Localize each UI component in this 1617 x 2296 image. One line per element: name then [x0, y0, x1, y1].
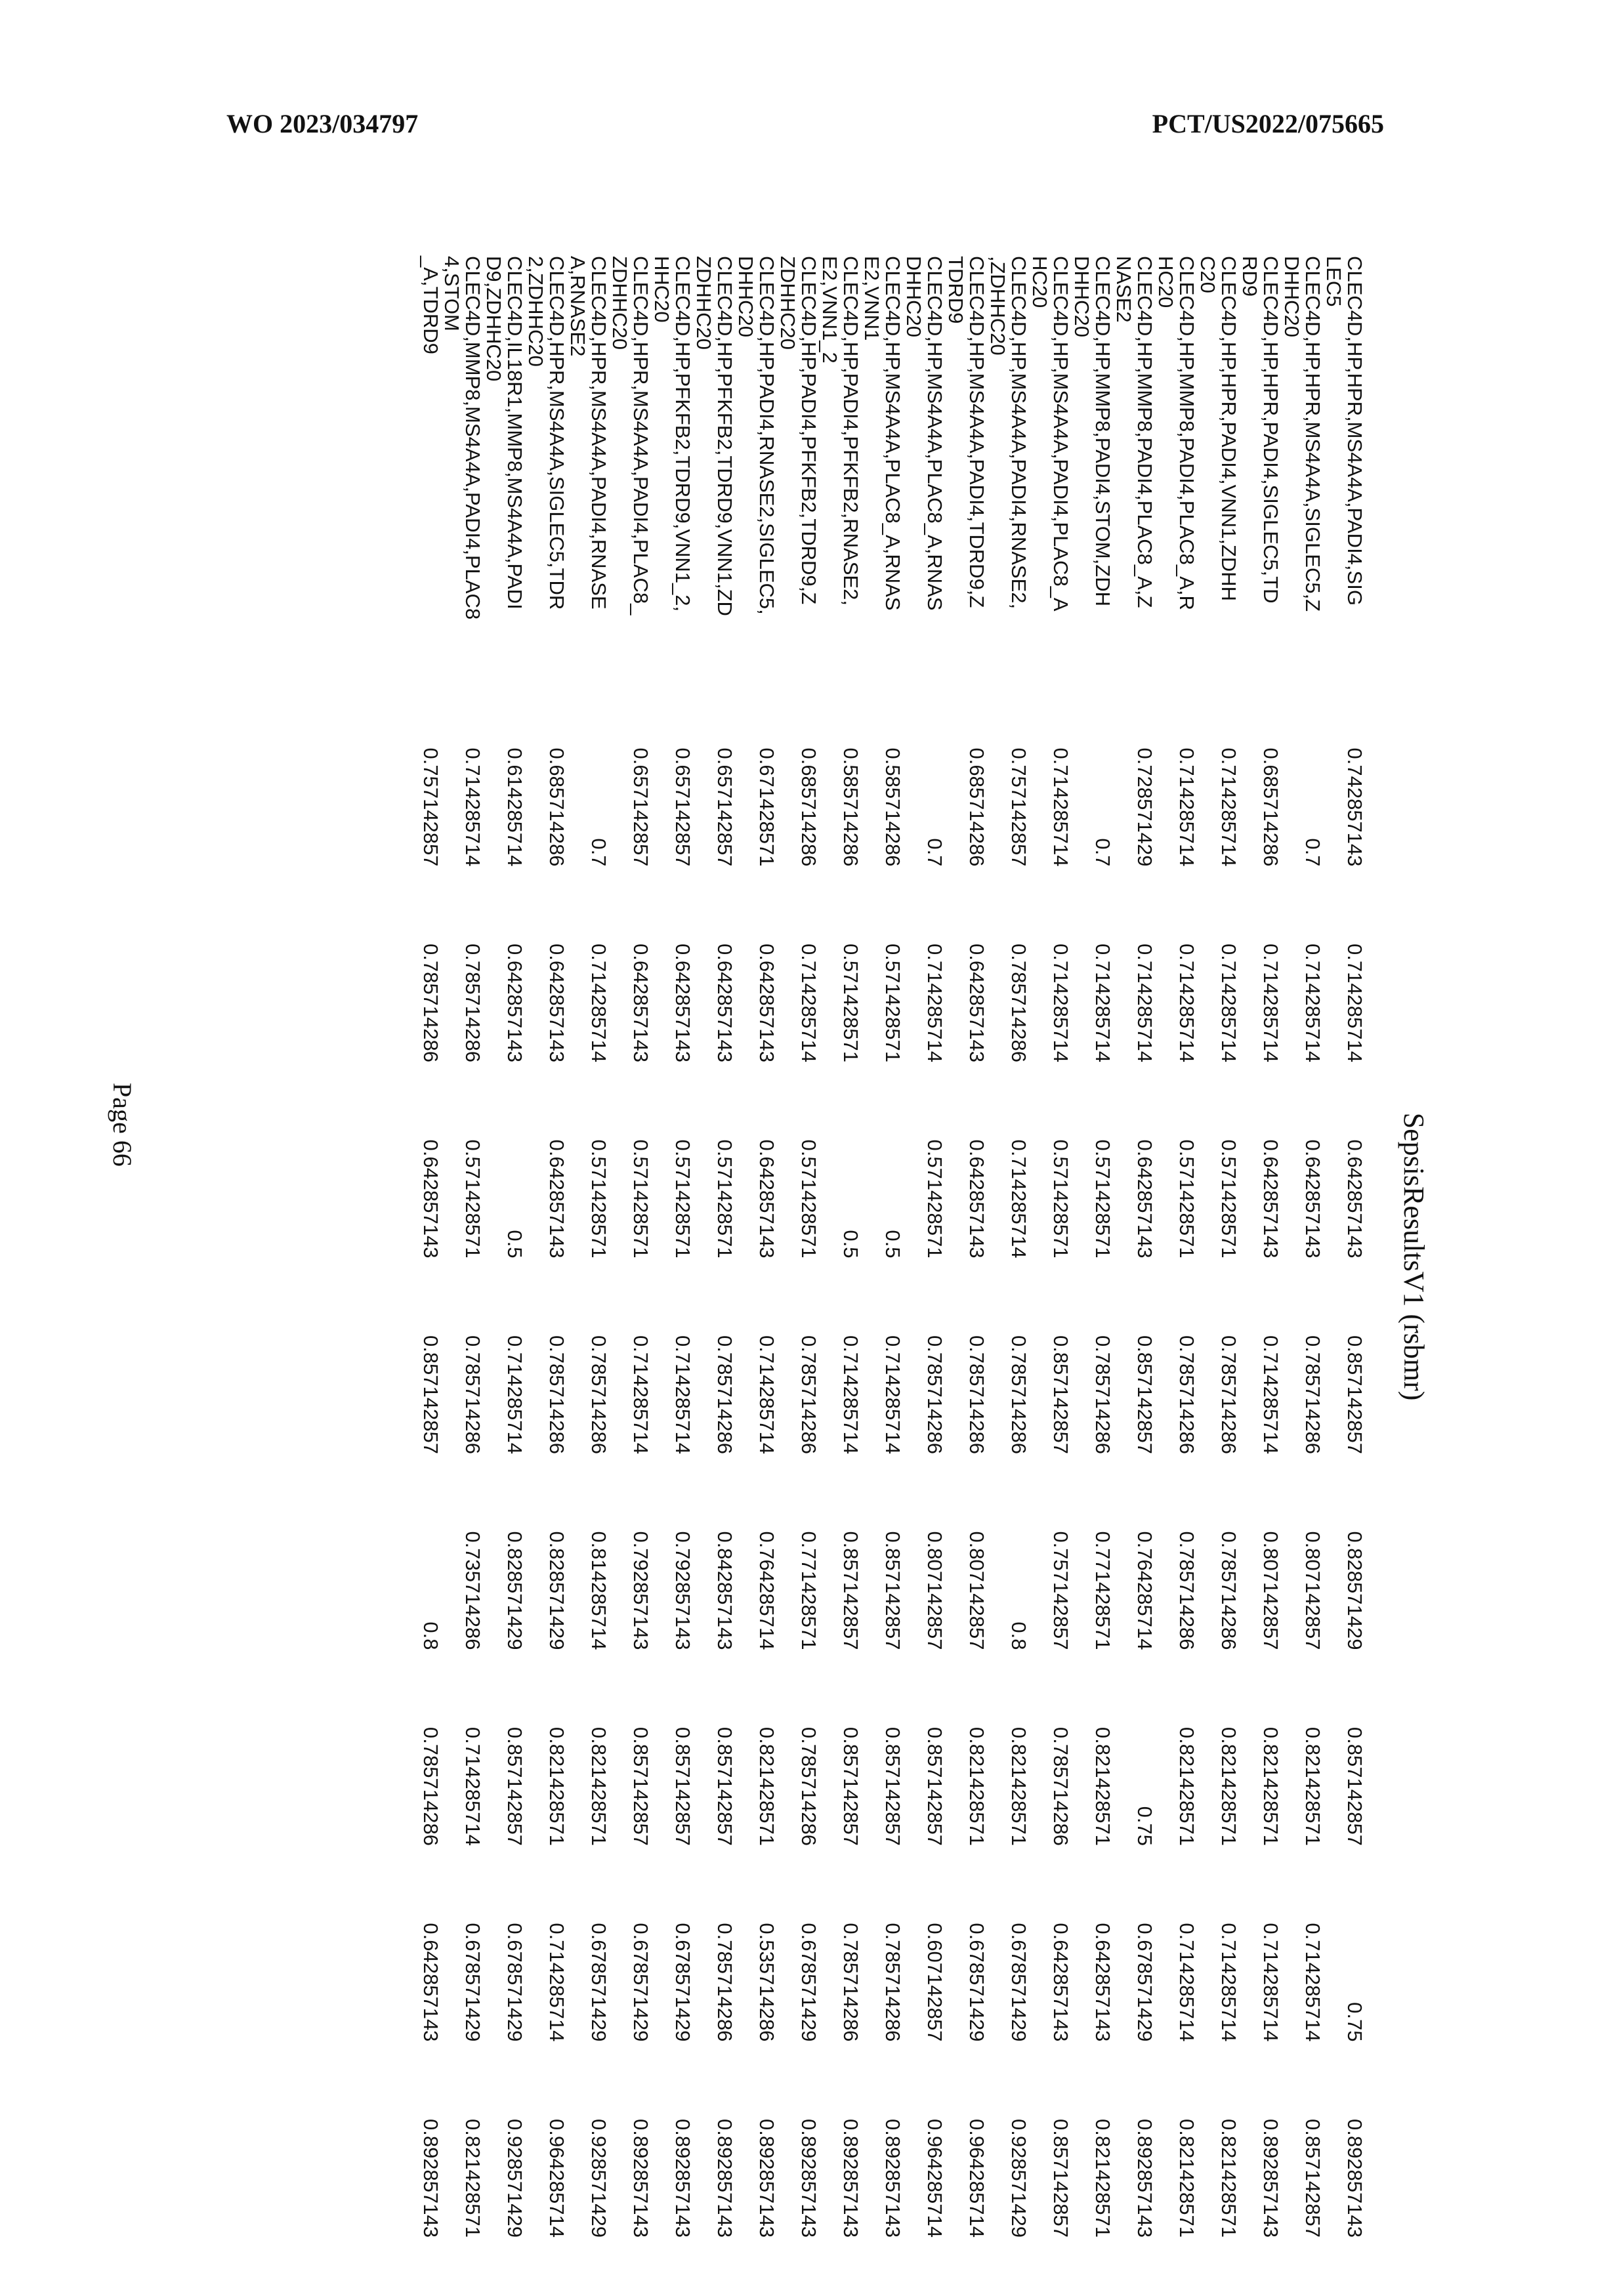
metric-value: 0.857142857 [839, 1531, 862, 1650]
metric-value: 0.821428571 [1259, 1726, 1282, 1846]
metric-value: 0.642857143 [1343, 1139, 1366, 1259]
metric-value: 0.785714286 [1301, 1335, 1324, 1454]
page-number: Page 66 [108, 1083, 137, 1167]
metric-value: 0.685714286 [797, 747, 820, 867]
metric-value: 0.642857143 [671, 943, 694, 1063]
table-row [903, 249, 945, 2264]
metric-value: 0.714285714 [1049, 943, 1072, 1063]
metric-value: 0.714285714 [587, 943, 610, 1063]
metric-value: 0.714285714 [1217, 943, 1240, 1063]
table-row [861, 249, 903, 2264]
metric-value: 0.785714286 [1091, 1335, 1114, 1454]
table-row [819, 249, 861, 2264]
metric-value: 0.757142857 [1007, 747, 1030, 867]
metric-value: 0.892857143 [839, 2118, 862, 2238]
gene-combination: _A,TDRD9 [419, 256, 442, 354]
metric-value: 0.714285714 [461, 747, 484, 867]
metric-value: 0.671428571 [755, 747, 778, 867]
metric-value: 0.785714286 [587, 1335, 610, 1454]
metric-value: 0.964285714 [545, 2118, 568, 2238]
metric-value: 0.785714286 [1175, 1531, 1198, 1650]
metric-value: 0.7 [1301, 838, 1324, 867]
metric-value: 0.571428571 [1049, 1139, 1072, 1259]
metric-value: 0.8 [1007, 1621, 1030, 1650]
table-row [777, 249, 819, 2264]
metric-value: 0.821428571 [587, 1726, 610, 1846]
metric-value: 0.714285714 [923, 943, 946, 1063]
metric-value: 0.785714286 [1007, 1335, 1030, 1454]
metric-value: 0.642857143 [1301, 1139, 1324, 1259]
metric-value: 0.571428571 [923, 1139, 946, 1259]
metric-value: 0.642857143 [1133, 1139, 1156, 1259]
metric-value: 0.714285714 [1259, 1335, 1282, 1454]
metric-value: 0.857142857 [881, 1531, 904, 1650]
metric-value: 0.657142857 [713, 747, 736, 867]
metric-value: 0.857142857 [671, 1726, 694, 1846]
metric-value: 0.714285714 [1091, 943, 1114, 1063]
metric-value: 0.892857143 [881, 2118, 904, 2238]
metric-value: 0.807142857 [1301, 1531, 1324, 1650]
metric-value: 0.8 [419, 1621, 442, 1650]
metric-value: 0.785714286 [881, 1923, 904, 2042]
metric-value: 0.928571429 [1007, 2118, 1030, 2238]
metric-value: 0.642857143 [1091, 1923, 1114, 2042]
table-row [1281, 249, 1323, 2264]
metric-value: 0.757142857 [1049, 1531, 1072, 1650]
metric-value: 0.714285714 [1217, 1923, 1240, 2042]
metric-value: 0.857142857 [1049, 2118, 1072, 2238]
metric-value: 0.892857143 [755, 2118, 778, 2238]
table-row [525, 249, 567, 2264]
metric-value: 0.642857143 [713, 943, 736, 1063]
metric-value: 0.821428571 [755, 1726, 778, 1846]
metric-value: 0.642857143 [503, 943, 526, 1063]
metric-value: 0.785714286 [965, 1335, 988, 1454]
metric-value: 0.678571429 [797, 1923, 820, 2042]
metric-value: 0.571428571 [629, 1139, 652, 1259]
metric-value: 0.857142857 [419, 1335, 442, 1454]
metric-value: 0.821428571 [1301, 1726, 1324, 1846]
metric-value: 0.892857143 [1133, 2118, 1156, 2238]
metric-value: 0.821428571 [1175, 1726, 1198, 1846]
metric-value: 0.892857143 [419, 2118, 442, 2238]
metric-value: 0.714285714 [1175, 1923, 1198, 2042]
metric-value: 0.964285714 [923, 2118, 946, 2238]
metric-value: 0.5 [839, 1230, 862, 1259]
gene-combination: CLEC4D,HP,MS4A4A,PADI4,TDRD9,Z TDRD9 [944, 256, 988, 608]
metric-value: 0.821428571 [545, 1726, 568, 1846]
metric-value: 0.807142857 [965, 1531, 988, 1650]
metric-value: 0.678571429 [587, 1923, 610, 2042]
gene-combination: CLEC4D,HPR,MS4A4A,SIGLEC5,TDR 2,ZDHHC20 [524, 256, 568, 610]
metric-value: 0.807142857 [923, 1531, 946, 1650]
metric-value: 0.714285714 [881, 1335, 904, 1454]
metric-value: 0.585714286 [839, 747, 862, 867]
metric-value: 0.75 [1133, 1806, 1156, 1846]
metric-value: 0.821428571 [1007, 1726, 1030, 1846]
gene-combination: CLEC4D,HPR,MS4A4A,PADI4,PLAC8_ ZDHHC20 [608, 256, 652, 616]
gene-combination: CLEC4D,HP,MMP8,PADI4,PLAC8_A,R HC20 [1154, 256, 1198, 610]
gene-combination: CLEC4D,HP,PADI4,RNASE2,SIGLEC5, DHHC20 [734, 256, 778, 615]
metric-value: 0.678571429 [671, 1923, 694, 2042]
gene-combination: CLEC4D,HP,PFKFB2,TDRD9,VNN1_2, HHC20 [650, 256, 694, 612]
metric-value: 0.857142857 [1343, 1335, 1366, 1454]
metric-value: 0.857142857 [923, 1726, 946, 1846]
metric-value: 0.714285714 [1175, 747, 1198, 867]
metric-value: 0.571428571 [461, 1139, 484, 1259]
metric-value: 0.785714286 [923, 1335, 946, 1454]
metric-value: 0.571428571 [797, 1139, 820, 1259]
metric-value: 0.892857143 [629, 2118, 652, 2238]
table-row [1197, 249, 1239, 2264]
metric-value: 0.714285714 [1007, 1139, 1030, 1259]
metric-value: 0.571428571 [587, 1139, 610, 1259]
table-row [567, 249, 609, 2264]
metric-value: 0.685714286 [965, 747, 988, 867]
metric-value: 0.857142857 [1301, 2118, 1324, 2238]
metric-value: 0.785714286 [1217, 1531, 1240, 1650]
metric-value: 0.571428571 [1091, 1139, 1114, 1259]
publication-number: WO 2023/034797 [226, 109, 419, 138]
metric-value: 0.821428571 [965, 1726, 988, 1846]
table-row [945, 249, 987, 2264]
gene-combination: CLEC4D,HP,HPR,PADI4,SIGLEC5,TD RD9 [1238, 256, 1282, 604]
metric-value: 0.685714286 [545, 747, 568, 867]
metric-value: 0.75 [1343, 2002, 1366, 2042]
metric-value: 0.678571429 [503, 1923, 526, 2042]
metric-value: 0.821428571 [461, 2118, 484, 2238]
table-row [1239, 249, 1281, 2264]
metric-value: 0.678571429 [1133, 1923, 1156, 2042]
metric-value: 0.714285714 [461, 1726, 484, 1846]
application-number: PCT/US2022/075665 [1152, 109, 1384, 138]
metric-value: 0.642857143 [965, 943, 988, 1063]
gene-combination: CLEC4D,HP,HPR,PADI4,VNN1,ZDHH C20 [1196, 256, 1240, 601]
metric-value: 0.828571429 [1343, 1531, 1366, 1650]
metric-value: 0.535714286 [755, 1923, 778, 2042]
metric-value: 0.7 [1091, 838, 1114, 867]
metric-value: 0.857142857 [713, 1726, 736, 1846]
metric-value: 0.571428571 [839, 943, 862, 1063]
metric-value: 0.821428571 [1091, 1726, 1114, 1846]
metric-value: 0.928571429 [503, 2118, 526, 2238]
metric-value: 0.714285714 [629, 1335, 652, 1454]
metric-value: 0.764285714 [1133, 1531, 1156, 1650]
gene-combination: CLEC4D,MMP8,MS4A4A,PADI4,PLAC8 4,STOM [440, 256, 484, 620]
metric-value: 0.928571429 [587, 2118, 610, 2238]
table-row [735, 249, 777, 2264]
metric-value: 0.5 [503, 1230, 526, 1259]
gene-combination: CLEC4D,HP,MMP8,PADI4,STOM,ZDH DHHC20 [1070, 256, 1114, 607]
gene-combination: CLEC4D,HP,MS4A4A,PADI4,RNASE2, ,ZDHHC20 [986, 256, 1030, 610]
metric-value: 0.735714286 [461, 1531, 484, 1650]
metric-value: 0.807142857 [1259, 1531, 1282, 1650]
table-row [483, 249, 525, 2264]
metric-value: 0.892857143 [1259, 2118, 1282, 2238]
metric-value: 0.785714286 [1007, 943, 1030, 1063]
table-row [1155, 249, 1197, 2264]
metric-value: 0.814285714 [587, 1531, 610, 1650]
metric-value: 0.642857143 [545, 1139, 568, 1259]
metric-value: 0.642857143 [1259, 1139, 1282, 1259]
table-row [1323, 249, 1365, 2264]
metric-value: 0.892857143 [671, 2118, 694, 2238]
metric-value: 0.821428571 [1091, 2118, 1114, 2238]
metric-value: 0.642857143 [965, 1139, 988, 1259]
table-row [987, 249, 1029, 2264]
metric-value: 0.642857143 [1049, 1923, 1072, 2042]
metric-value: 0.785714286 [461, 1335, 484, 1454]
metric-value: 0.714285714 [1343, 943, 1366, 1063]
rotated-table-container [210, 249, 1430, 2264]
table-row [651, 249, 693, 2264]
metric-value: 0.714285714 [1175, 943, 1198, 1063]
table-title: SepsisResultsV1 (rsbmr) [1398, 1112, 1430, 1401]
metric-value: 0.571428571 [1175, 1139, 1198, 1259]
metric-value: 0.785714286 [797, 1335, 820, 1454]
metric-value: 0.892857143 [1343, 2118, 1366, 2238]
metric-value: 0.714285714 [671, 1335, 694, 1454]
metric-value: 0.5 [881, 1230, 904, 1259]
metric-value: 0.571428571 [671, 1139, 694, 1259]
metric-value: 0.785714286 [419, 1726, 442, 1846]
metric-value: 0.714285714 [1259, 943, 1282, 1063]
table-row [441, 249, 483, 2264]
metric-value: 0.714285714 [755, 1335, 778, 1454]
metric-value: 0.714285714 [1259, 1923, 1282, 2042]
metric-value: 0.714285714 [503, 1335, 526, 1454]
metric-value: 0.657142857 [629, 747, 652, 867]
metric-value: 0.714285714 [839, 1335, 862, 1454]
gene-combination: CLEC4D,HP,MS4A4A,PADI4,PLAC8_A HC20 [1028, 256, 1072, 612]
table-row [1113, 249, 1155, 2264]
metric-value: 0.785714286 [461, 943, 484, 1063]
metric-value: 0.792857143 [629, 1531, 652, 1650]
metric-value: 0.857142857 [1343, 1726, 1366, 1846]
metric-value: 0.821428571 [1175, 2118, 1198, 2238]
metric-value: 0.614285714 [503, 747, 526, 867]
metric-value: 0.742857143 [1343, 747, 1366, 867]
table-row [609, 249, 651, 2264]
metric-value: 0.657142857 [671, 747, 694, 867]
metric-value: 0.785714286 [1175, 1335, 1198, 1454]
metric-value: 0.714285714 [1301, 943, 1324, 1063]
metric-value: 0.771428571 [797, 1531, 820, 1650]
metric-value: 0.857142857 [629, 1726, 652, 1846]
metric-value: 0.757142857 [419, 747, 442, 867]
metric-value: 0.714285714 [1301, 1923, 1324, 2042]
table-row [693, 249, 735, 2264]
metric-value: 0.785714286 [713, 1335, 736, 1454]
metric-value: 0.764285714 [755, 1531, 778, 1650]
metric-value: 0.857142857 [1049, 1335, 1072, 1454]
metric-value: 0.678571429 [629, 1923, 652, 2042]
metric-value: 0.714285714 [545, 1923, 568, 2042]
metric-value: 0.678571429 [965, 1923, 988, 2042]
metric-value: 0.7 [923, 838, 946, 867]
metric-value: 0.821428571 [1217, 2118, 1240, 2238]
metric-value: 0.792857143 [671, 1531, 694, 1650]
table-row [1029, 249, 1071, 2264]
metric-value: 0.828571429 [545, 1531, 568, 1650]
metric-value: 0.571428571 [881, 943, 904, 1063]
gene-combination: CLEC4D,HP,PADI4,PFKFB2,RNASE2, E2,VNN1_2 [818, 256, 862, 606]
table-row [401, 249, 442, 2264]
metric-value: 0.857142857 [881, 1726, 904, 1846]
gene-combination: CLEC4D,HP,MS4A4A,PLAC8_A,RNAS E2,VNN1 [860, 256, 904, 611]
metric-value: 0.685714286 [1259, 747, 1282, 867]
metric-value: 0.728571429 [1133, 747, 1156, 867]
metric-value: 0.964285714 [965, 2118, 988, 2238]
results-table [401, 249, 1366, 2264]
metric-value: 0.714285714 [1217, 747, 1240, 867]
metric-value: 0.678571429 [461, 1923, 484, 2042]
metric-value: 0.785714286 [839, 1923, 862, 2042]
metric-value: 0.642857143 [755, 943, 778, 1063]
gene-combination: CLEC4D,HP,PFKFB2,TDRD9,VNN1,ZD ZDHHC20 [692, 256, 736, 616]
metric-value: 0.585714286 [881, 747, 904, 867]
metric-value: 0.642857143 [755, 1139, 778, 1259]
metric-value: 0.771428571 [1091, 1531, 1114, 1650]
metric-value: 0.785714286 [797, 1726, 820, 1846]
metric-value: 0.785714286 [1217, 1335, 1240, 1454]
gene-combination: CLEC4D,HP,MMP8,PADI4,PLAC8_A,Z NASE2 [1112, 256, 1156, 608]
metric-value: 0.607142857 [923, 1923, 946, 2042]
metric-value: 0.857142857 [1133, 1335, 1156, 1454]
metric-value: 0.892857143 [797, 2118, 820, 2238]
metric-value: 0.821428571 [1217, 1726, 1240, 1846]
table-row [1071, 249, 1113, 2264]
gene-combination: CLEC4D,HP,MS4A4A,PLAC8_A,RNAS DHHC20 [902, 256, 946, 611]
metric-value: 0.7 [587, 838, 610, 867]
gene-combination: CLEC4D,IL18R1,MMP8,MS4A4A,PADI D9,ZDHHC20 [482, 256, 526, 610]
metric-value: 0.785714286 [419, 943, 442, 1063]
metric-value: 0.642857143 [419, 1139, 442, 1259]
gene-combination: CLEC4D,HP,PADI4,PFKFB2,TDRD9,Z ZDHHC20 [776, 256, 820, 605]
metric-value: 0.642857143 [629, 943, 652, 1063]
metric-value: 0.892857143 [713, 2118, 736, 2238]
metric-value: 0.828571429 [503, 1531, 526, 1650]
metric-value: 0.785714286 [545, 1335, 568, 1454]
metric-value: 0.571428571 [1217, 1139, 1240, 1259]
gene-combination: CLEC4D,HP,HPR,MS4A4A,SIGLEC5,Z DHHC20 [1280, 256, 1324, 612]
metric-value: 0.857142857 [503, 1726, 526, 1846]
gene-combination: CLEC4D,HP,HPR,MS4A4A,PADI4,SIG LEC5 [1322, 256, 1366, 606]
metric-value: 0.785714286 [713, 1923, 736, 2042]
metric-value: 0.842857143 [713, 1531, 736, 1650]
metric-value: 0.642857143 [419, 1923, 442, 2042]
metric-value: 0.857142857 [839, 1726, 862, 1846]
gene-combination: CLEC4D,HPR,MS4A4A,PADI4,RNASE A,RNASE2 [566, 256, 610, 610]
metric-value: 0.714285714 [1133, 943, 1156, 1063]
metric-value: 0.785714286 [1049, 1726, 1072, 1846]
metric-value: 0.642857143 [545, 943, 568, 1063]
metric-value: 0.571428571 [713, 1139, 736, 1259]
metric-value: 0.678571429 [1007, 1923, 1030, 2042]
metric-value: 0.714285714 [1049, 747, 1072, 867]
metric-value: 0.714285714 [797, 943, 820, 1063]
